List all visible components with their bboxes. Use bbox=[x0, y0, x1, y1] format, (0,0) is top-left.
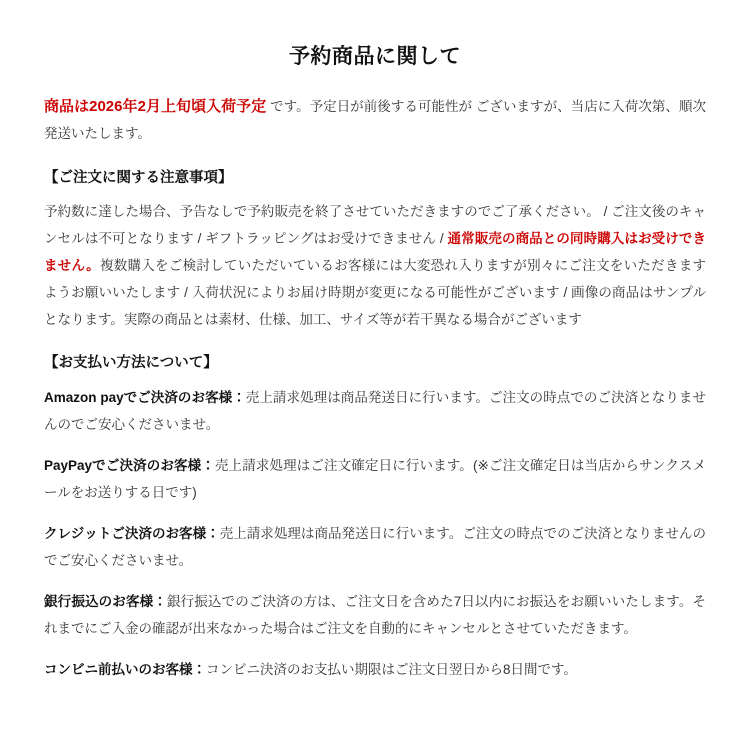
page-title: 予約商品に関して bbox=[289, 45, 461, 68]
payment-heading: 【お支払い方法について】 bbox=[44, 355, 218, 372]
payment-item-label: 銀行振込のお客様： bbox=[44, 593, 167, 609]
payment-item-text: コンビニ決済のお支払い期限はご注文日翌日から8日間です。 bbox=[206, 661, 577, 677]
order-notice-text-1: 予約数に達した場合、予告なしで予約販売を終了させていただきますのでご了承ください。 / ご注文後のキャンセルは不可となります / ギフトラッピングはお受けできません / bbox=[44, 204, 706, 247]
payment-item-label: PayPayでご決済のお客様： bbox=[44, 457, 215, 473]
payment-item-label: コンビニ前払いのお客様： bbox=[44, 661, 206, 677]
payment-item-amazon-pay bbox=[44, 384, 706, 438]
lead-rest: です。予定日が前後する可能性が ございますが、当店に入荷次第、順次発送いたします。 bbox=[44, 99, 707, 142]
order-notice-highlight: 通常販売の商品との同時購入はお受けできません。 bbox=[44, 231, 707, 274]
payment-item-bank-transfer bbox=[44, 588, 706, 642]
payment-item-credit bbox=[44, 520, 706, 574]
order-notice-heading: 【ご注文に関する注意事項】 bbox=[44, 169, 233, 186]
lead-paragraph bbox=[44, 92, 706, 148]
payment-item-label: クレジットご決済のお客様： bbox=[44, 525, 220, 541]
payment-item-konbini-prepay bbox=[44, 656, 706, 683]
payment-item-paypay bbox=[44, 452, 706, 506]
lead-highlight: 商品は2026年2月上旬頃入荷予定 bbox=[44, 98, 267, 115]
payment-item-text: 売上請求処理は商品発送日に行います。ご注文の時点でのご決済となりませんのでご安心くださいませ。 bbox=[44, 525, 706, 568]
payment-item-text: 売上請求処理はご注文確定日に行います。(※ご注文確定日は当店からサンクスメールをお送りする日です) bbox=[44, 457, 706, 500]
order-notice-body bbox=[44, 198, 706, 333]
order-notice-text-2: 複数購入をご検討していただいているお客様には大変恐れ入りますが別々にご注文をいただきますようお願いいたします / 入荷状況によりお届け時期が変更になる可能性がございます / 画像の商品はサンプルとなります。実際の商品とは素材、仕様、加工、サイズ等が若干異なる場合がございます bbox=[44, 258, 707, 328]
payment-item-text: 銀行振込でのご決済の方は、ご注文日を含めた7日以内にお振込をお願いいたします。それまでにご入金の確認が出来なかった場合はご注文を自動的にキャンセルとさせていただきます。 bbox=[44, 593, 706, 636]
payment-item-label: Amazon payでご決済のお客様： bbox=[44, 389, 246, 405]
payment-item-text: 売上請求処理は商品発送日に行います。ご注文の時点でのご決済となりませんのでご安心くださいませ。 bbox=[44, 389, 706, 432]
